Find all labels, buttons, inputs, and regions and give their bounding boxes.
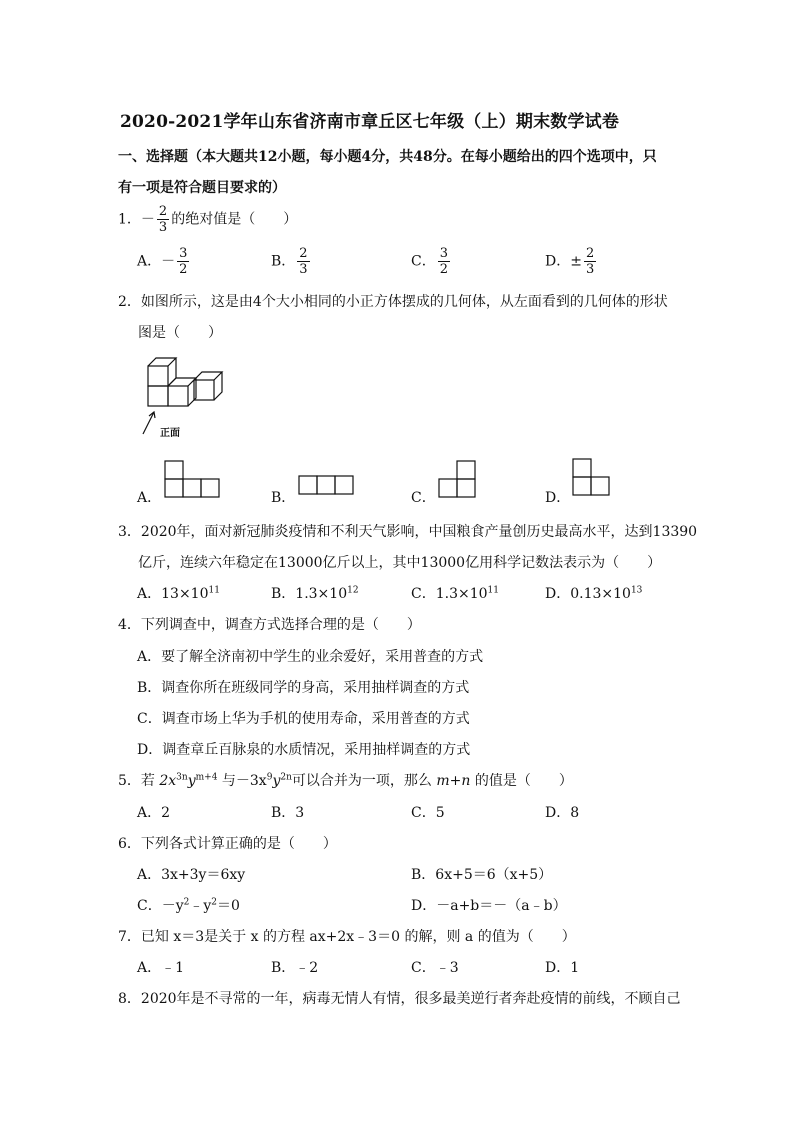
q2-option-c-label[interactable]: C． [411, 490, 436, 506]
question-3-line1: 3．2020年，面对新冠肺炎疫情和不利天气影响，中国粮食产量创历史最高水平，达到13390 [118, 524, 698, 540]
q1-fraction: $\frac{2}{3}$ [158, 204, 168, 235]
q2-option-b-label[interactable]: B． [271, 490, 296, 506]
question-5-stem: 5．若 $2x^{3n}y^{m+4}$ 与$-3x^9y^{2n}$可以合并为一项，那么 m+n 的值是（ ） [118, 772, 573, 789]
q1-number: 1． [118, 211, 141, 228]
question-1 [118, 204, 297, 235]
question-4-stem: 4．下列调查中，调查方式选择合理的是（ ） [118, 617, 421, 633]
q3-option-d[interactable]: D．$0.13\times 10^{13}$ [545, 585, 643, 602]
question-3-line2: 亿斤，连续六年稳定在13000亿斤以上，其中13000亿用科学记数法表示为（ ） [138, 555, 662, 571]
q7-option-d[interactable]: D．1 [545, 960, 580, 976]
q3-option-a[interactable]: A．$13\times 10^{11}$ [137, 585, 220, 602]
q5-option-d[interactable]: D．8 [545, 805, 580, 821]
q1-option-a[interactable]: A．－ $\frac{3}{2}$ [137, 246, 188, 277]
question-7-stem: 7．已知 x＝3是关于 x 的方程 ax+2x﹣3＝0 的解，则 a 的值为（ ） [118, 929, 576, 945]
q2-option-a-label[interactable]: A． [137, 490, 162, 506]
q3-option-b[interactable]: B．$1.3\times 10^{12}$ [271, 585, 359, 602]
section-header-line2: 有一项是符合题目要求的） [118, 180, 286, 196]
q2-option-d-label[interactable]: D． [545, 490, 571, 506]
cube-figure [140, 352, 240, 442]
question-2-line1: 2．如图所示，这是由4个大小相同的小正方体摆成的几何体，从左面看到的几何体的形状 [118, 294, 668, 310]
q4-option-b[interactable]: B．调查你所在班级同学的身高，采用抽样调查的方式 [137, 680, 470, 696]
q1-option-b[interactable]: B． $\frac{2}{3}$ [271, 246, 308, 277]
q6-option-b[interactable]: B．6x+5＝6（x+5） [411, 867, 553, 883]
q3-option-c[interactable]: C．$1.3\times 10^{11}$ [411, 585, 499, 602]
q2-option-b-figure [297, 474, 355, 496]
q6-option-a[interactable]: A．3x+3y＝6xy [137, 867, 246, 883]
q2-option-d-figure [571, 457, 611, 497]
q4-option-a[interactable]: A．要了解全济南初中学生的业余爱好，采用普查的方式 [137, 649, 484, 665]
q7-option-a[interactable]: A．﹣1 [137, 960, 185, 976]
page-title: 2020-2021学年山东省济南市章丘区七年级（上）期末数学试卷 [120, 112, 620, 132]
q1-option-c[interactable]: C． $\frac{3}{2}$ [411, 246, 448, 277]
q1-option-d[interactable]: D．± $\frac{2}{3}$ [545, 246, 595, 277]
q4-option-c[interactable]: C．调查市场上华为手机的使用寿命，采用普查的方式 [137, 711, 470, 727]
q2-option-c-figure [437, 459, 477, 499]
q6-option-d[interactable]: D．－a+b＝－（a﹣b） [411, 898, 567, 914]
question-2-line2: 图是（ ） [138, 325, 222, 341]
question-6-stem: 6．下列各式计算正确的是（ ） [118, 836, 337, 852]
q1-stem: 的绝对值是（ ） [171, 211, 298, 228]
q5-option-c[interactable]: C．5 [411, 805, 445, 821]
question-8-line1: 8．2020年是不寻常的一年，病毒无情人有情，很多最美逆行者奔赴疫情的前线，不顾自己 [118, 991, 681, 1007]
q7-option-c[interactable]: C．﹣3 [411, 960, 459, 976]
front-label: 正面 [160, 428, 180, 439]
q5-option-b[interactable]: B．3 [271, 805, 305, 821]
q7-option-b[interactable]: B．﹣2 [271, 960, 319, 976]
q2-option-a-figure [163, 459, 221, 499]
q1-minus: － [140, 211, 155, 228]
q6-option-c[interactable]: C．$-y^2﹣y^2=0$ [137, 897, 240, 914]
section-header-line1: 一、选择题（本大题共12小题，每小题4分，共48分。在每小题给出的四个选项中，只 [118, 149, 657, 165]
q4-option-d[interactable]: D．调查章丘百脉泉的水质情况，采用抽样调查的方式 [137, 742, 471, 758]
q5-option-a[interactable]: A．2 [137, 805, 171, 821]
